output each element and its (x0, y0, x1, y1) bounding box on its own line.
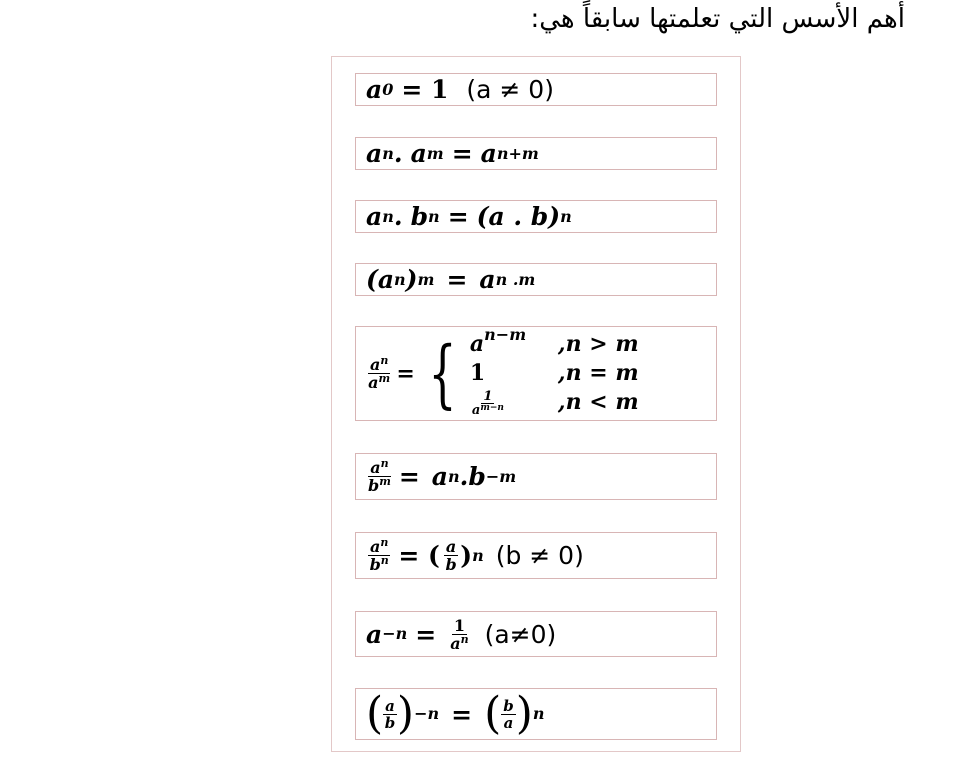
brace-icon: { (428, 330, 457, 417)
rule-product-bases: a n . b n = (a . b) n (355, 200, 717, 233)
rule-power-of-power: (a n ) m = a n .m (355, 263, 717, 296)
rule-negative-fraction: ( $\frac{a}{b}$ ) −n = ( $\frac{b}{a}$ ) n (355, 688, 717, 740)
rule-power-of-quotient: $\frac{a^n}{b^n}$ = ( $\frac{a}{b}$ ) n (b ≠ 0) (355, 532, 717, 579)
rule-negative-exponent: a −n = $\frac{1}{a^n}$ (a≠0) (355, 611, 717, 657)
heading: أهم الأسس التي تعلمتها سابقاً هي: (530, 4, 905, 34)
rule-quotient-bases: $\frac{a^n}{b^m}$ = a n . b −m (355, 453, 717, 500)
cases-list: $a^{n-m}$ ,n > m 1 ,n = m $\frac{1}{a^{m-n}}$ ,n < m (469, 325, 639, 418)
rule-product: a n . a m = a n+m (355, 137, 717, 170)
rule-quotient-cases: $\frac{a^n}{a^m}$ = { $a^{n-m}$ ,n > m 1 ,n = m $\frac{1}{a^{m-n}}$ ,n < m (355, 326, 717, 421)
fraction: $\frac{a^n}{a^m}$ (368, 354, 391, 392)
rule-zero-exponent: a 0 = 1 (a ≠ 0) (355, 73, 717, 106)
